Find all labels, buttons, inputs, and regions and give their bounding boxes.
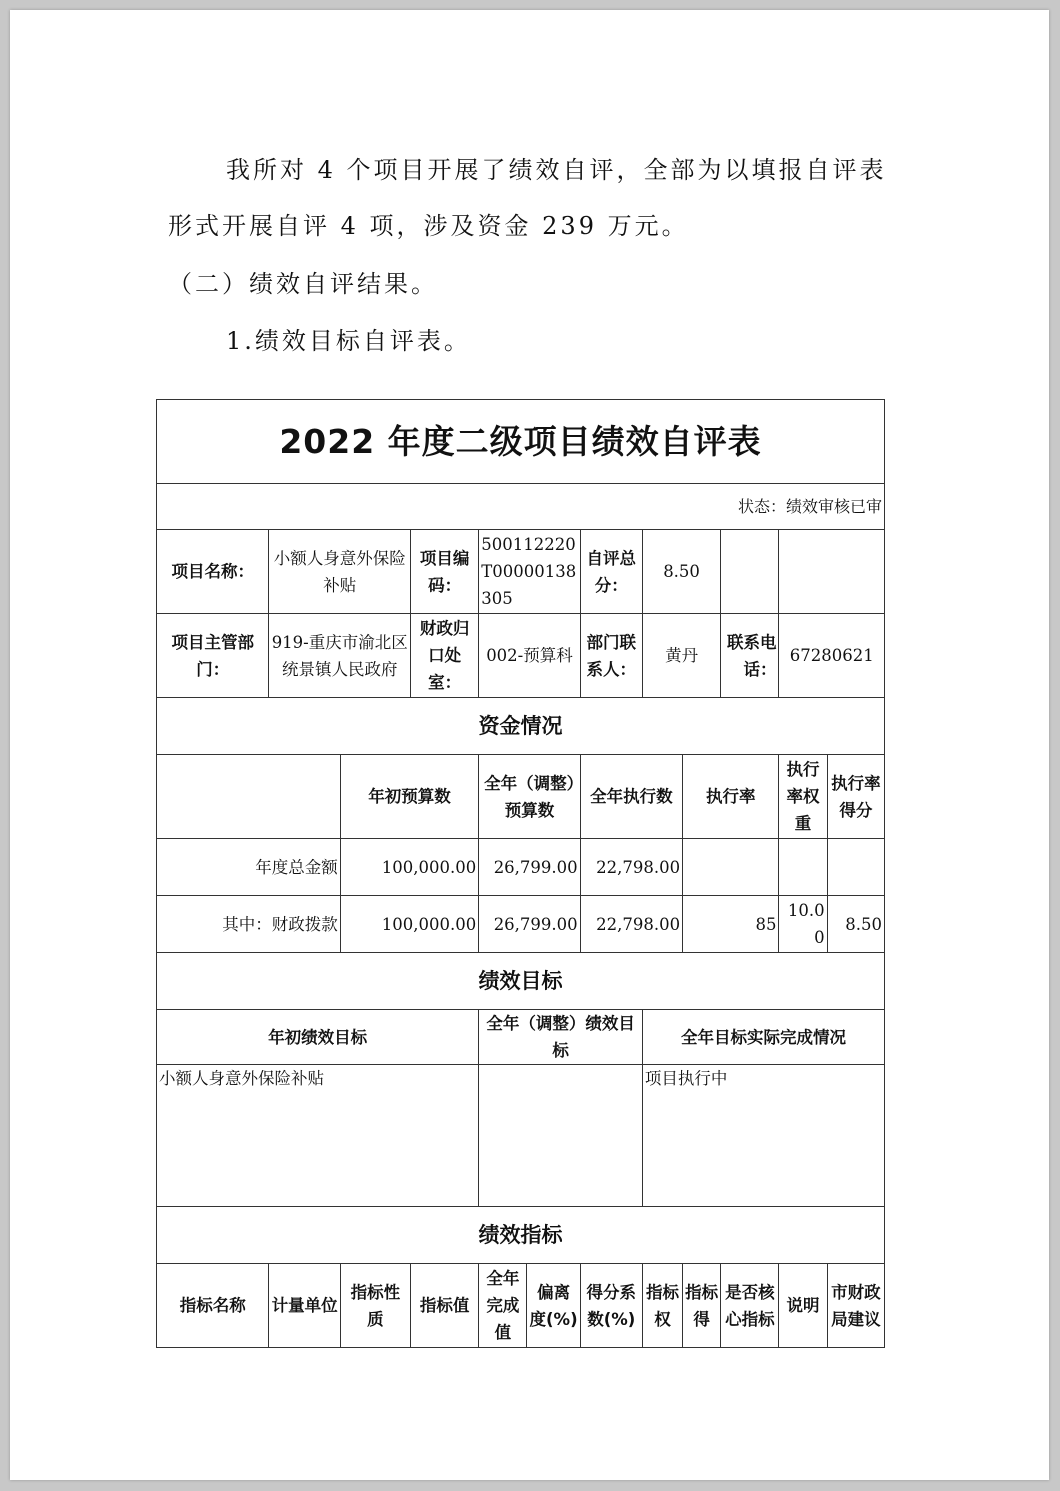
indicator-header-note: 说明 xyxy=(779,1264,827,1348)
department-label: 项目主管部门： xyxy=(157,614,269,698)
funds-cell-executed: 22,798.00 xyxy=(580,896,682,953)
funds-row-label: 其中：财政拨款 xyxy=(157,896,341,953)
funds-header-rate-weight: 执行率权重 xyxy=(779,755,827,839)
funds-cell-execution-rate xyxy=(683,839,779,896)
indicator-header-score-coefficient: 得分系数(%) xyxy=(580,1264,642,1348)
phone-value: 67280621 xyxy=(779,614,885,698)
score-value: 8.50 xyxy=(642,530,720,614)
score-label: 自评总分： xyxy=(580,530,642,614)
indicator-header-weight: 指标权 xyxy=(642,1264,682,1348)
sub-heading: 1.绩效目标自评表。 xyxy=(226,327,471,355)
indicator-header-name: 指标名称 xyxy=(157,1264,269,1348)
project-name-label: 项目名称： xyxy=(157,530,269,614)
funds-cell-executed: 22,798.00 xyxy=(580,839,682,896)
goals-header-completion: 全年目标实际完成情况 xyxy=(642,1010,884,1065)
intro-paragraph-line-1: 我所对 4 个项目开展了绩效自评，全部为以填报自评表 xyxy=(226,156,887,184)
goals-header-initial: 年初绩效目标 xyxy=(157,1010,479,1065)
funds-cell-initial-budget: 100,000.00 xyxy=(340,839,479,896)
funds-cell-initial-budget: 100,000.00 xyxy=(340,896,479,953)
indicator-header-deviation: 偏离度(%) xyxy=(527,1264,580,1348)
empty-cell xyxy=(779,530,885,614)
funds-header-initial-budget: 年初预算数 xyxy=(340,755,479,839)
finance-office-value: 002-预算科 xyxy=(479,614,580,698)
indicator-header-core: 是否核心指标 xyxy=(721,1264,779,1348)
funds-cell-adjusted-budget: 26,799.00 xyxy=(479,839,580,896)
empty-cell xyxy=(721,530,779,614)
status-text: 状态：绩效审核已审 xyxy=(157,484,885,530)
funds-header-blank xyxy=(157,755,341,839)
indicator-header-suggestion: 市财政局建议 xyxy=(827,1264,884,1348)
funds-cell-execution-rate: 85 xyxy=(683,896,779,953)
section-heading: （二）绩效自评结果。 xyxy=(168,270,438,298)
department-value: 919-重庆市渝北区统景镇人民政府 xyxy=(269,614,411,698)
goals-completion-value: 项目执行中 xyxy=(642,1065,884,1207)
funds-header-execution-rate: 执行率 xyxy=(683,755,779,839)
contact-label: 部门联系人： xyxy=(580,614,642,698)
goals-section-title: 绩效目标 xyxy=(157,953,885,1010)
goals-adjusted-value xyxy=(479,1065,643,1207)
self-evaluation-form xyxy=(156,399,885,1348)
funds-row-label: 年度总金额 xyxy=(157,839,341,896)
indicator-header-score: 指标得 xyxy=(683,1264,721,1348)
goals-initial-value: 小额人身意外保险补贴 xyxy=(157,1065,479,1207)
funds-cell-rate-score: 8.50 xyxy=(827,896,884,953)
indicator-header-value: 指标值 xyxy=(411,1264,479,1348)
project-name-value: 小额人身意外保险补贴 xyxy=(269,530,411,614)
project-code-label: 项目编码： xyxy=(411,530,479,614)
indicators-section-title: 绩效指标 xyxy=(157,1207,885,1264)
funds-header-adjusted-budget: 全年（调整）预算数 xyxy=(479,755,580,839)
intro-paragraph-line-2: 形式开展自评 4 项，涉及资金 239 万元。 xyxy=(168,212,689,240)
form-title: 2022 年度二级项目绩效自评表 xyxy=(157,400,885,484)
indicator-header-unit: 计量单位 xyxy=(269,1264,340,1348)
funds-header-executed: 全年执行数 xyxy=(580,755,682,839)
funds-cell-adjusted-budget: 26,799.00 xyxy=(479,896,580,953)
indicator-header-completed: 全年完成值 xyxy=(479,1264,527,1348)
goals-header-adjusted: 全年（调整）绩效目标 xyxy=(479,1010,643,1065)
contact-value: 黄丹 xyxy=(642,614,720,698)
funds-cell-rate-weight xyxy=(779,839,827,896)
project-code-value: 500112220T00000138305 xyxy=(479,530,580,614)
funds-cell-rate-score xyxy=(827,839,884,896)
funds-section-title: 资金情况 xyxy=(157,698,885,755)
funds-cell-rate-weight: 10.00 xyxy=(779,896,827,953)
phone-label: 联系电话： xyxy=(721,614,779,698)
indicator-header-nature: 指标性质 xyxy=(340,1264,410,1348)
finance-office-label: 财政归口处室： xyxy=(411,614,479,698)
funds-header-rate-score: 执行率得分 xyxy=(827,755,884,839)
